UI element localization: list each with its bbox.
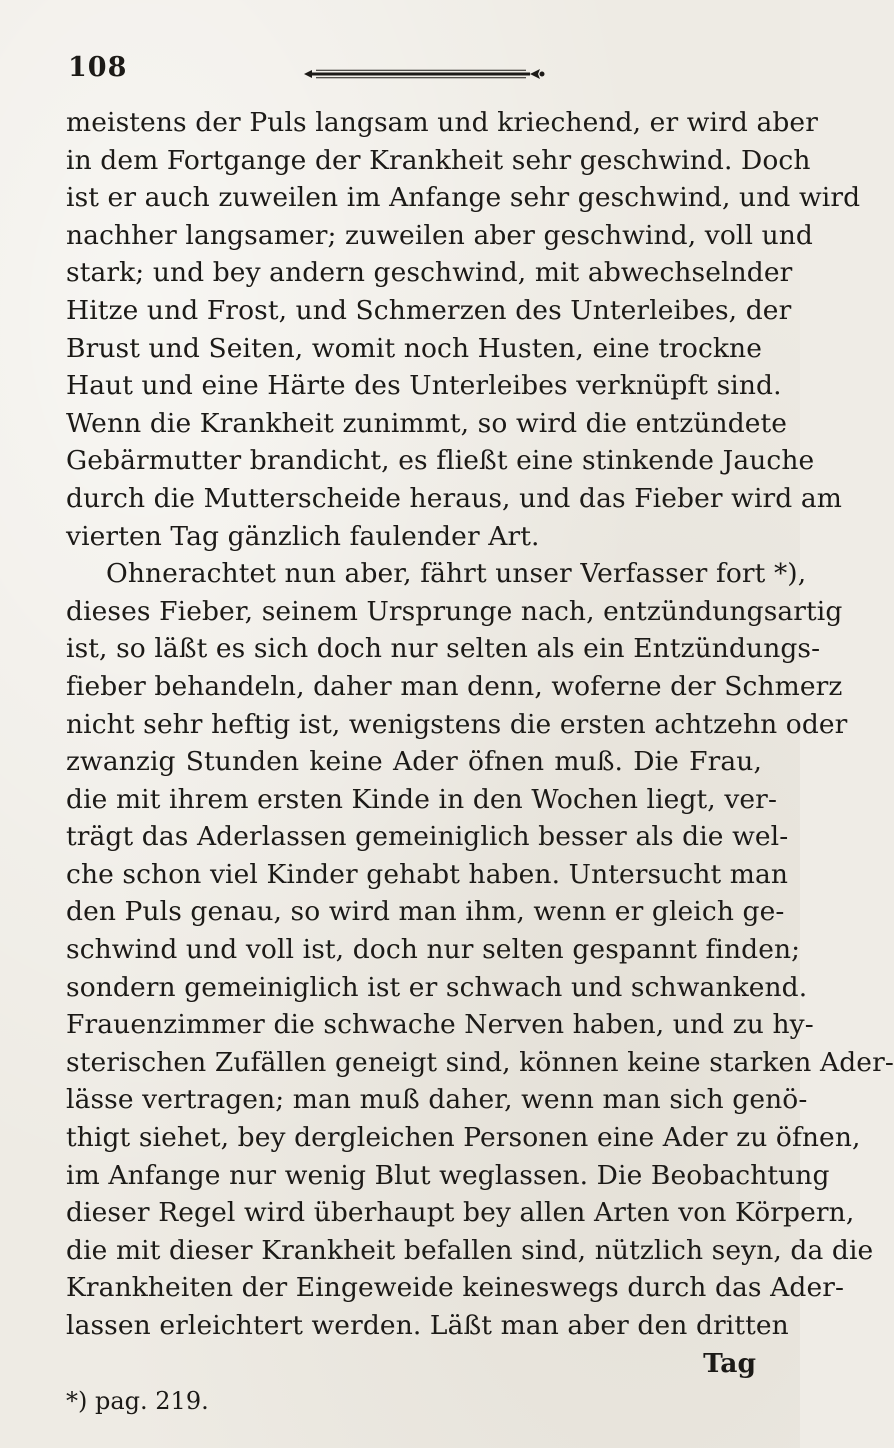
text-line: thigt siehet, bey dergleichen Personen eine Ader zu öfnen,	[66, 1122, 861, 1154]
text-line: sterischen Zufällen geneigt sind, können keine starken Ader-	[66, 1046, 894, 1078]
text-line: Haut und eine Härte des Unterleibes verknüpft sind.	[66, 370, 782, 402]
text-line: ist, so läßt es sich doch nur selten als ein Entzündungs-	[66, 633, 821, 665]
text-line: che schon viel Kinder gehabt haben. Untersucht man	[66, 858, 789, 890]
text-line: zwanzig Stunden keine Ader öfnen muß. Die Frau,	[66, 746, 762, 778]
page-header	[66, 52, 762, 104]
text-line: nicht sehr heftig ist, wenigstens die ersten achtzehn oder	[66, 708, 848, 740]
text-line: durch die Mutterscheide heraus, und das Fieber wird am	[66, 482, 843, 514]
text-line: sondern gemeiniglich ist er schwach und schwankend.	[66, 971, 808, 1003]
text-line: im Anfange nur wenig Blut weglassen. Die Beobachtung	[66, 1159, 830, 1191]
text-line: schwind und voll ist, doch nur selten gespannt finden;	[66, 934, 801, 966]
text-line: trägt das Aderlassen gemeiniglich besser als die wel-	[66, 821, 789, 853]
header-ornament	[302, 68, 546, 80]
text-line: Brust und Seiten, womit noch Husten, eine trockne	[66, 332, 762, 364]
text-line: die mit dieser Krankheit befallen sind, nützlich seyn, da die	[66, 1234, 874, 1266]
text-line: dieser Regel wird überhaupt bey allen Arten von Körpern,	[66, 1197, 855, 1229]
text-line: Wenn die Krankheit zunimmt, so wird die entzündete	[66, 407, 788, 439]
text-line: stark; und bey andern geschwind, mit abwechselnder	[66, 257, 793, 289]
text-line: Hitze und Frost, und Schmerzen des Unterleibes, der	[66, 294, 792, 326]
text-line: meistens der Puls langsam und kriechend, er wird aber	[66, 107, 818, 138]
text-line: die mit ihrem ersten Kinde in den Wochen liegt, ver-	[66, 783, 777, 815]
text-line: vierten Tag gänzlich faulender Art.	[66, 520, 540, 552]
text-line: Gebärmutter brandicht, es fließt eine stinkende Jauche	[66, 445, 815, 477]
text-line: in dem Fortgange der Krankheit sehr geschwind. Doch	[66, 144, 811, 176]
text-line: lassen erleichtert werden. Läßt man aber den dritten	[66, 1310, 789, 1341]
text-line: lässe vertragen; man muß daher, wenn man sich genö-	[66, 1084, 808, 1116]
text-line: nachher langsamer; zuweilen aber geschwind, voll und	[66, 219, 813, 251]
text-line: ist er auch zuweilen im Anfange sehr geschwind, und wird	[66, 182, 861, 214]
text-line: den Puls genau, so wird man ihm, wenn er gleich ge-	[66, 896, 785, 928]
page-number: 108	[68, 52, 128, 83]
catchword: Tag	[703, 1347, 756, 1379]
text-line: Krankheiten der Eingeweide keineswegs durch das Ader-	[66, 1272, 845, 1304]
text-line: Ohnerachtet nun aber, fährt unser Verfasser fort *),	[106, 558, 807, 590]
footnote: *) pag. 219.	[66, 1387, 209, 1416]
text-line: Frauenzimmer die schwache Nerven haben, und zu hy-	[66, 1009, 814, 1041]
text-line: fieber behandeln, daher man denn, woferne der Schmerz	[66, 670, 843, 702]
text-line: dieses Fieber, seinem Ursprunge nach, entzündungsartig	[66, 595, 843, 627]
body-text	[66, 104, 894, 1382]
